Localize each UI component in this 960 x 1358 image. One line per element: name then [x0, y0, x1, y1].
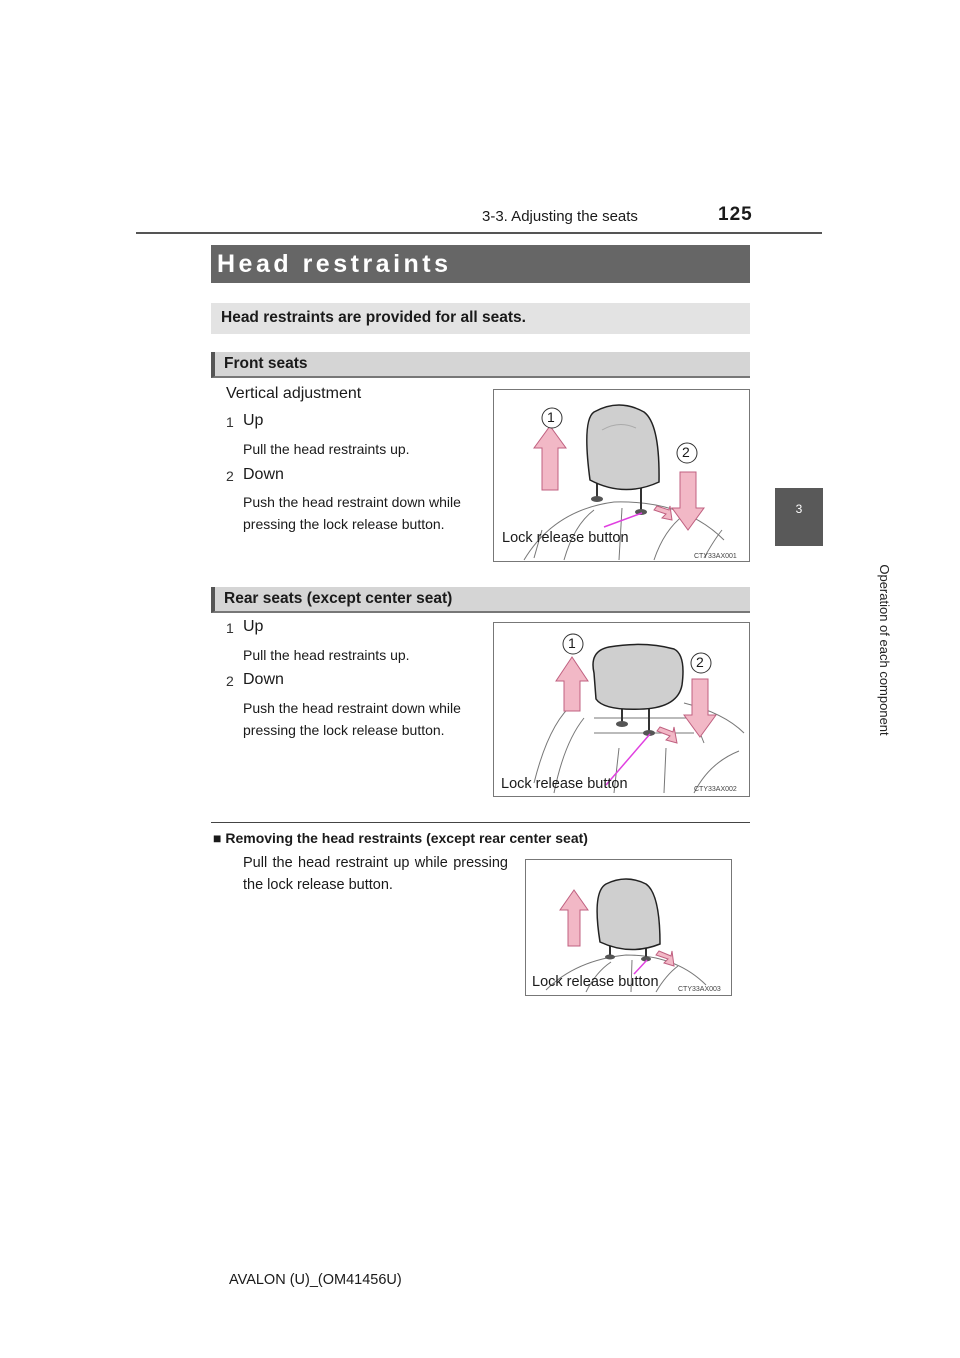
removal-illustration	[525, 859, 732, 996]
front-lead: Vertical adjustment	[226, 385, 362, 402]
chapter-title: Operation of each component	[877, 564, 892, 736]
rear-callout-1: 1	[568, 635, 576, 651]
rear-step-2-label: Down	[243, 671, 284, 688]
rear-step-1-label: Up	[243, 618, 264, 635]
chapter-number: 3	[795, 502, 803, 516]
rear-step-2-number: 2	[226, 673, 234, 689]
page-title: Head restraints	[217, 250, 452, 278]
front-step-2-label: Down	[243, 466, 284, 483]
front-step-1-number: 1	[226, 414, 234, 430]
chapter-tab	[775, 488, 823, 546]
front-step-2-number: 2	[226, 468, 234, 484]
intro-text: Head restraints are provided for all seats.	[221, 309, 526, 326]
front-seats-heading-bar	[211, 352, 750, 378]
intro-bar	[211, 303, 750, 334]
rear-figure-code: CTY33AX002	[694, 786, 737, 793]
rear-seats-heading: Rear seats (except center seat)	[224, 590, 453, 607]
front-seats-heading: Front seats	[224, 355, 308, 372]
page-number: 125	[718, 204, 753, 225]
front-step-2-desc-line1: Push the head restraint down while	[243, 494, 461, 510]
rear-lock-release-caption: Lock release button	[501, 776, 628, 792]
rear-step-2-desc-line2: pressing the lock release button.	[243, 722, 445, 738]
rear-seat-illustration	[493, 622, 750, 797]
front-lock-release-caption: Lock release button	[502, 530, 629, 546]
front-step-1-desc: Pull the head restraints up.	[243, 441, 410, 457]
removing-text: Pull the head restraint up while pressing the lock release button.	[243, 855, 508, 893]
front-seat-illustration	[493, 389, 750, 562]
footer-model: AVALON (U)_(OM41456U)	[229, 1272, 402, 1288]
rear-step-2-desc-line1: Push the head restraint down while	[243, 700, 461, 716]
front-step-1-label: Up	[243, 412, 264, 429]
section-title: 3-3. Adjusting the seats	[482, 208, 638, 225]
front-callout-1: 1	[547, 409, 555, 425]
rear-seats-heading-bar	[211, 587, 750, 613]
front-callout-2: 2	[682, 444, 690, 460]
front-step-2-desc-line2: pressing the lock release button.	[243, 516, 445, 532]
rear-step-1-desc: Pull the head restraints up.	[243, 647, 410, 663]
chapter-label	[780, 550, 892, 750]
rear-callout-2: 2	[696, 654, 704, 670]
rear-step-1-number: 1	[226, 620, 234, 636]
section-rule	[211, 822, 750, 823]
page-title-bar	[211, 245, 750, 283]
removing-heading: ■ Removing the head restraints (except rear center seat)	[213, 830, 588, 846]
removal-figure-code: CTY33AX003	[678, 986, 721, 993]
rear-seat-drawing	[494, 623, 750, 797]
front-figure-code: CTY33AX001	[694, 553, 737, 560]
header-rule	[136, 232, 822, 234]
removal-lock-release-caption: Lock release button	[532, 974, 659, 990]
